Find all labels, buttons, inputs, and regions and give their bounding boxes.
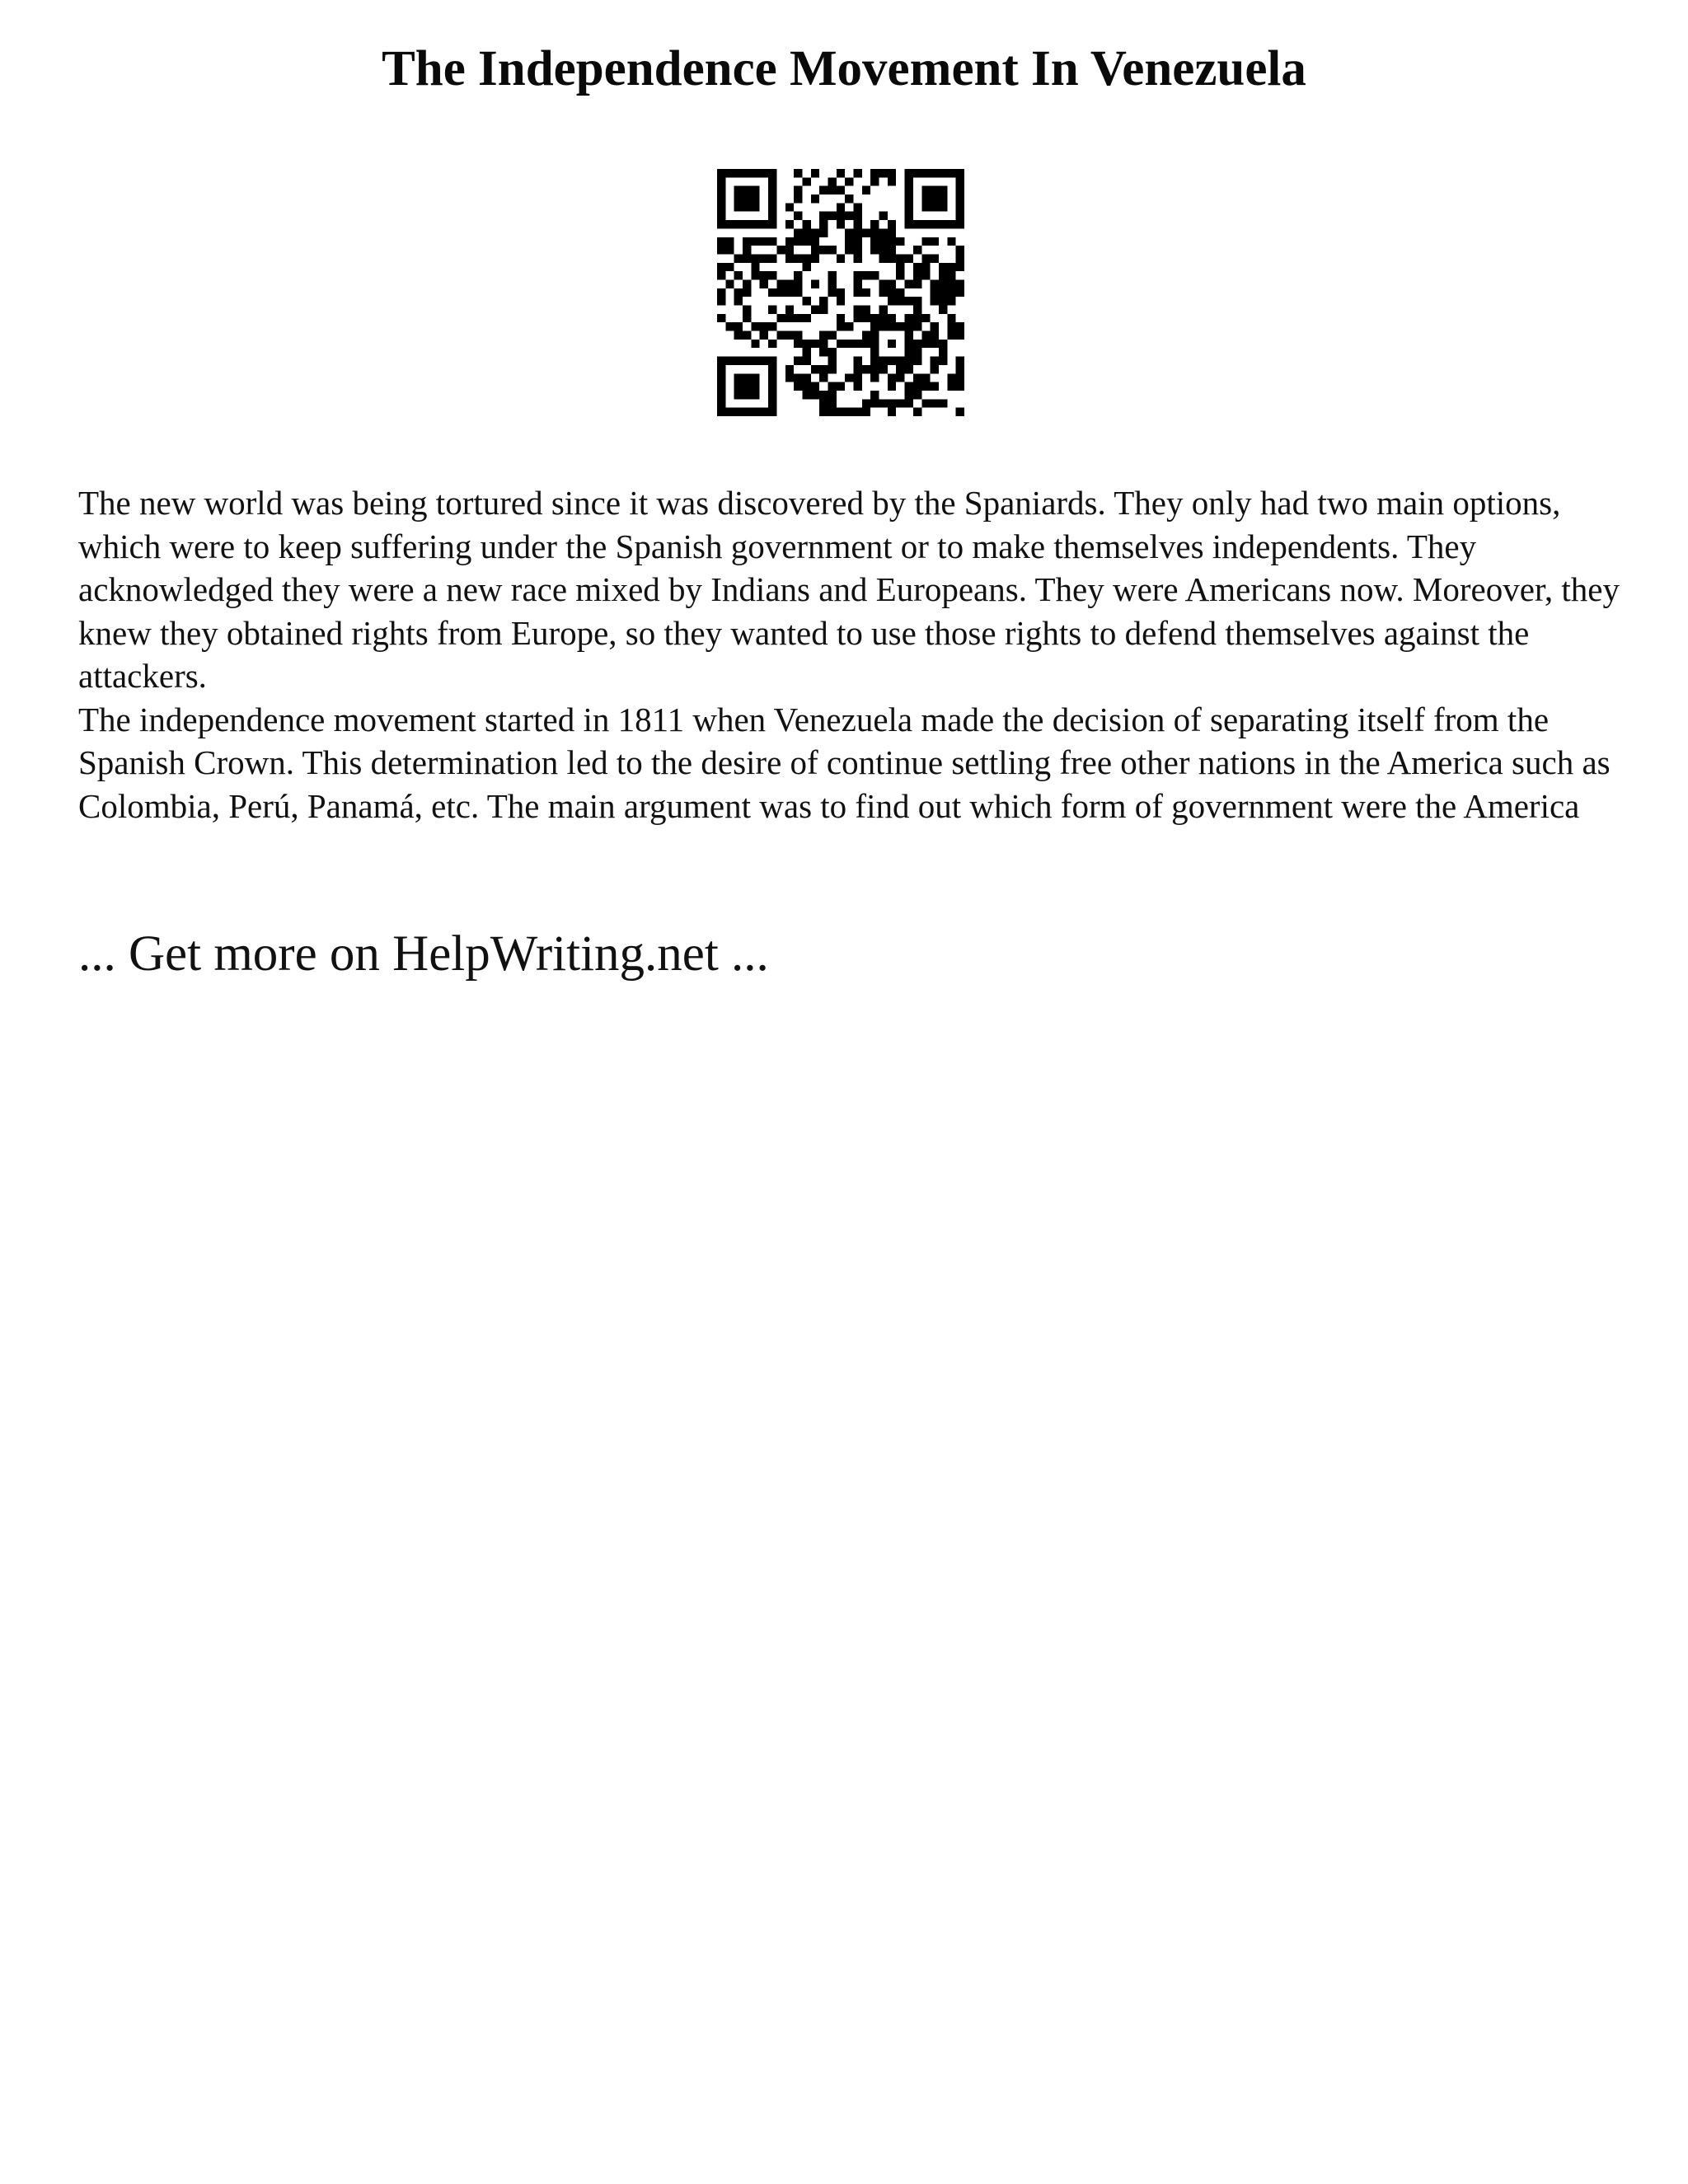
qr-code-icon [717, 169, 964, 416]
page-title: The Independence Movement In Venezuela [382, 41, 1306, 96]
article-body [78, 481, 1628, 827]
paragraph: The new world was being tortured since it was discovered by the Spaniards. They only had two main options, which were to keep suffering under the Spanish government or to make themselves independents. They acknowledged they were a new race mixed by Indians and Europeans. They were Americans now. Moreover, they knew they obtained rights from Europe, so they wanted to use those rights to defend themselves against the attackers. [78, 484, 1620, 695]
get-more-link[interactable]: ... Get more on HelpWriting.net ... [78, 926, 769, 982]
paragraph: The independence movement started in 1811 when Venezuela made the decision of separating itself from the Spanish Crown. This determination led to the desire of continue settling free other nations in the America such as Colombia, Perú, Panamá, etc. The main argument was to find out which form of government were the America [78, 700, 1611, 825]
